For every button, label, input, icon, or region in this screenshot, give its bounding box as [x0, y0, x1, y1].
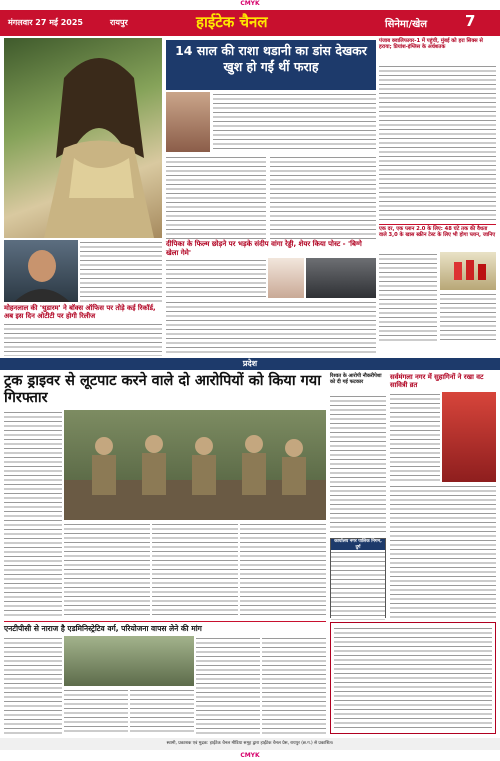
print-mark-top: CMYK: [240, 0, 260, 7]
mid-story1-text-b: [4, 322, 162, 356]
pradesh-headline: ट्रक ड्राइवर से लूटपाट करने वाले दो आरोपियों को किया गया गिरफ्तार: [4, 373, 321, 406]
bottom-text-col1: [4, 636, 62, 734]
right-story1-text: [379, 64, 496, 222]
header-section: सिनेमा/खेल: [385, 19, 428, 30]
lead-headline: 14 साल की राशा थडानी का डांस देखकर खुश हो गईं थीं फराह: [166, 40, 376, 90]
right-bottom-text-a: [390, 392, 440, 482]
pradesh-right-headline: सर्वमंगला नगर में सुहागिनों ने रखा वट सावित्री व्रत: [390, 373, 484, 389]
header-page-number: 7: [465, 12, 476, 30]
right-story2-photo: [440, 252, 496, 290]
notice-headline: कार्यालय नगर पालिक निगम, दुर्ग: [331, 539, 385, 550]
pradesh-text-col3: [152, 522, 238, 618]
right-story2-headline: एक दर, एक प्लान 2.0 के लिए: 48 घंटे तक की वैधता वाले 3,0 के खास स्क्रीन टेस्ट के लिए भी होगा प्लान, जानिए: [379, 226, 496, 239]
lead-text-col1: [166, 155, 266, 239]
bottom-photo: [64, 636, 194, 686]
page-header: [0, 10, 500, 36]
mid-story2-headline: दीपिका के फिल्म छोड़ने पर भड़के संदीप वांगा रेड्डी, शेयर किया पोस्ट - 'बिग्गे खेला गेमे': [166, 240, 362, 257]
right-story1-headline: पंजाब क्वालिफायर-1 में पहुंची, मुंबई को हरा सिक्स से हराया; प्रियांश-इंग्लिस के अर्धशतक: [379, 38, 483, 51]
mid-story1-headline: मोहनलाल की 'थुडारम' ने बॉक्स ऑफिस पर तोड़े कई रिकॉर्ड, अब इस दिन ओटीटी पर होगी रिलीज: [4, 304, 156, 320]
pradesh-photo: [64, 410, 326, 520]
mid-story1-text-a: [80, 240, 162, 302]
pradesh-side-text: [330, 394, 386, 534]
bottom-text-col5: [262, 636, 326, 734]
pradesh-text-col4: [240, 522, 326, 618]
advertisement-box: [330, 622, 496, 734]
vat-savitri-photo: [442, 392, 496, 482]
pradesh-side-headline: रिश्वत के आरोपी नौकरीपेशा को दी गई फटकार: [330, 373, 382, 385]
footer-imprint: स्वामी, प्रकाशक एवं मुद्रक: हाईटेक चैनल मीडिया समूह द्वारा हाईटेक चैनल प्रेस, रायपुर (छ.ग.) से प्रकाशित।: [0, 738, 500, 750]
lead-photo: [4, 38, 162, 238]
pradesh-bottom-headline: एनटीपीसी से नाराज है एडमिनिस्ट्रेटिव वर्ग, परियोजना वापस लेने की मांग: [4, 624, 202, 633]
vanga-photo: [306, 258, 376, 298]
bottom-text-col3: [130, 688, 194, 734]
mid-story2-text-a: [166, 258, 266, 298]
bottom-text-col4: [196, 636, 260, 734]
header-city: रायपुर: [110, 18, 128, 27]
mid-story2-text-b: [166, 300, 376, 356]
print-mark-bottom: CMYK: [240, 752, 260, 759]
header-date: मंगलवार 27 मई 2025: [8, 18, 83, 27]
lead-text-top: [213, 92, 376, 152]
right-story2-text: [379, 252, 437, 342]
notice-box: [330, 538, 386, 618]
deepika-photo: [268, 258, 304, 298]
header-brand: हाईटेक चैनल: [196, 13, 268, 31]
pradesh-text-col2: [64, 522, 150, 618]
pradesh-text-col1: [4, 410, 62, 618]
bottom-text-col2: [64, 688, 128, 734]
mohanlal-photo: [4, 240, 78, 302]
inset-photo: [166, 92, 210, 152]
right-bottom-text-b: [390, 484, 496, 618]
right-story2-text2: [440, 292, 496, 342]
lead-text-col2: [270, 155, 376, 239]
pradesh-label: प्रदेश: [242, 359, 258, 368]
